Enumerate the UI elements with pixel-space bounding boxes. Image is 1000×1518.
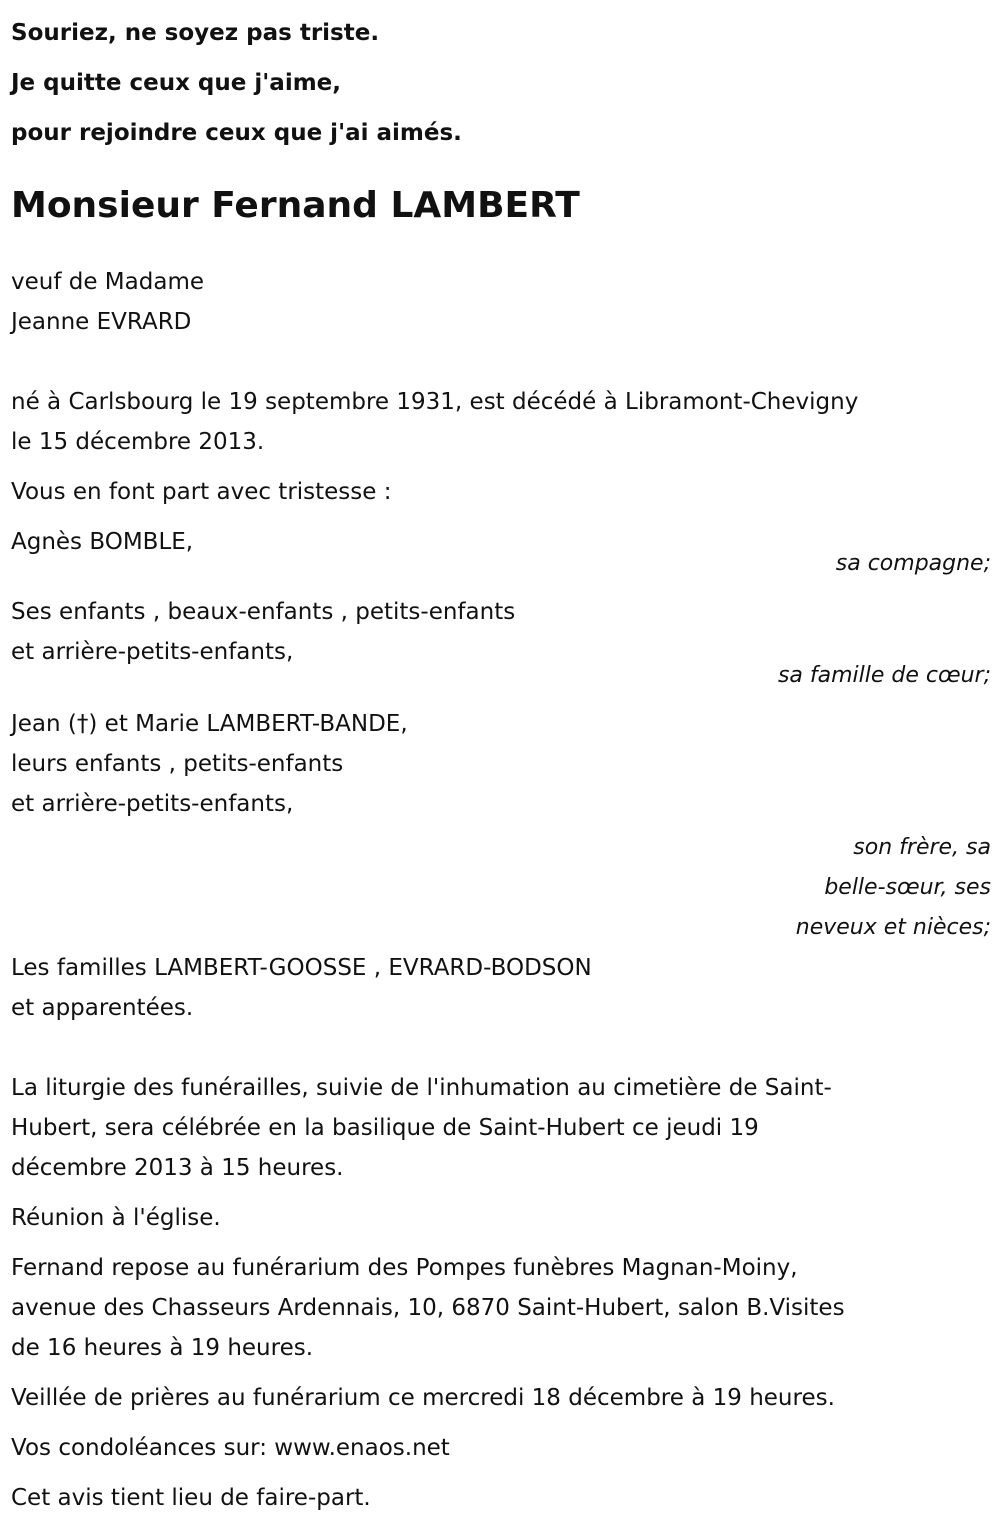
liturgy-line: La liturgie des funérailles, suivie de l'inhumation au cimetière de Saint- <box>11 1075 832 1101</box>
family-line: et arrière-petits-enfants, <box>11 639 294 665</box>
families-line: Les familles LAMBERT-GOOSSE , EVRARD-BODSON <box>11 955 592 981</box>
families-line: et apparentées. <box>11 995 194 1021</box>
repose <box>11 1248 991 1368</box>
family-entry <box>11 522 991 584</box>
widow-of <box>11 262 991 342</box>
extended-families <box>11 948 991 1028</box>
family-line: leurs enfants , petits-enfants <box>11 751 344 777</box>
family-line: Agnès BOMBLE, <box>11 529 194 555</box>
liturgy-line: décembre 2013 à 15 heures. <box>11 1155 344 1181</box>
poem <box>11 0 991 158</box>
condolences <box>11 1428 991 1468</box>
condolences-text: Vos condoléances sur: www.enaos.net <box>11 1435 450 1461</box>
deceased-name: Monsieur Fernand LAMBERT <box>11 185 580 226</box>
notice-text: Cet avis tient lieu de faire-part. <box>11 1485 371 1511</box>
family-relation: neveux et nièces; <box>795 915 991 940</box>
repose-line: Fernand repose au funérarium des Pompes funèbres Magnan-Moiny, <box>11 1255 798 1281</box>
meeting <box>11 1198 991 1238</box>
family-line: et arrière-petits-enfants, <box>11 791 294 817</box>
poem-line: Souriez, ne soyez pas triste. <box>11 20 380 46</box>
family-relation: son frère, sa <box>853 835 991 860</box>
birth-death-line: né à Carlsbourg le 19 septembre 1931, est décédé à Libramont-Chevigny <box>11 389 859 415</box>
repose-line: avenue des Chasseurs Ardennais, 10, 6870 Saint-Hubert, salon B.Visites <box>11 1295 845 1321</box>
widow-of-line: veuf de Madame <box>11 269 204 295</box>
family-entry <box>11 592 991 696</box>
liturgy <box>11 1068 991 1188</box>
birth-death-line: le 15 décembre 2013. <box>11 429 265 455</box>
vigil <box>11 1378 991 1418</box>
family-relation: sa famille de cœur; <box>777 663 991 688</box>
vigil-text: Veillée de prières au funérarium ce mercredi 18 décembre à 19 heures. <box>11 1385 835 1411</box>
notice <box>11 1478 991 1518</box>
family-relation: belle-sœur, ses <box>824 875 991 900</box>
repose-line: de 16 heures à 19 heures. <box>11 1335 314 1361</box>
widow-of-line: Jeanne EVRARD <box>11 309 192 335</box>
meeting-text: Réunion à l'église. <box>11 1205 221 1231</box>
birth-death <box>11 382 991 462</box>
family-relation: sa compagne; <box>835 551 991 576</box>
announce-text: Vous en font part avec tristesse : <box>11 479 392 505</box>
family-entry <box>11 704 991 948</box>
liturgy-line: Hubert, sera célébrée en la basilique de Saint-Hubert ce jeudi 19 <box>11 1115 759 1141</box>
poem-line: Je quitte ceux que j'aime, <box>11 70 342 96</box>
family-line: Jean (†) et Marie LAMBERT-BANDE, <box>11 711 408 737</box>
obituary-notice <box>11 0 991 1518</box>
poem-line: pour rejoindre ceux que j'ai aimés. <box>11 120 462 146</box>
announce <box>11 472 991 512</box>
family-line: Ses enfants , beaux-enfants , petits-enfants <box>11 599 516 625</box>
